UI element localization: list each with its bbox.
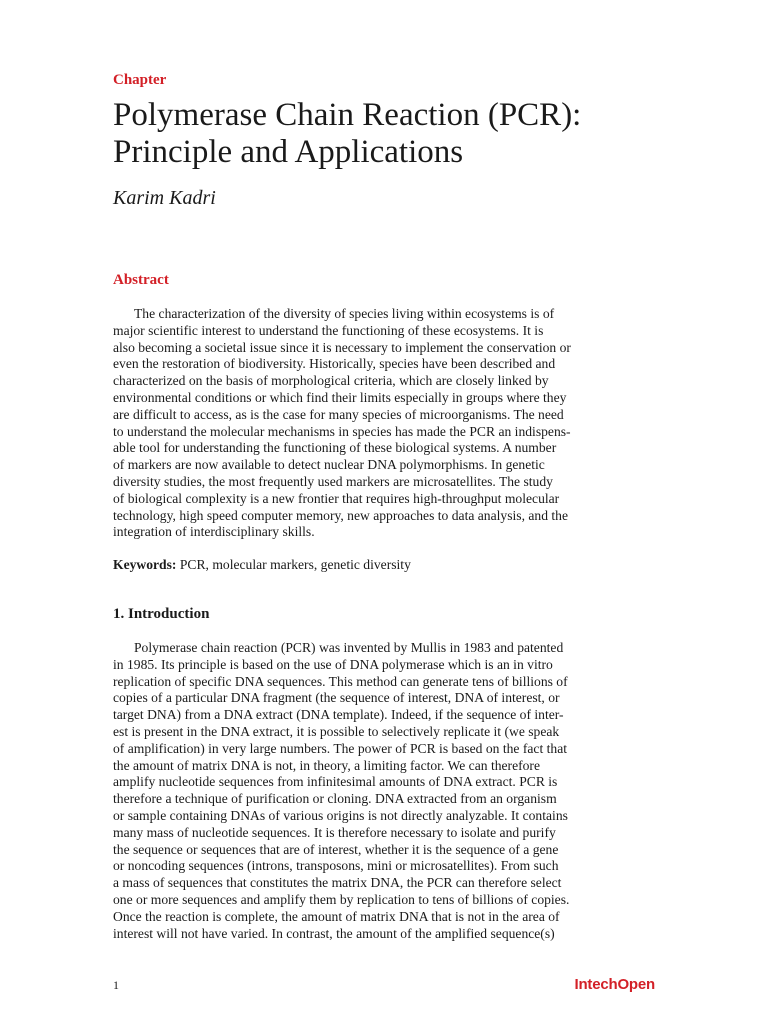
text-line: able tool for understanding the functioning of these biological systems. A number [113, 440, 557, 456]
text-line: of amplification) in very large numbers. The power of PCR is based on the fact that [113, 740, 568, 756]
chapter-label: Chapter [113, 72, 167, 88]
text-line: to understand the molecular mechanisms in species has made the PCR an indispens- [113, 423, 571, 439]
text-line: or sample containing DNAs of various origins is not directly analyzable. It contains [113, 807, 568, 823]
page-title [113, 97, 673, 171]
text-line: Once the reaction is complete, the amount of matrix DNA that is not in the area of [113, 908, 560, 924]
text-line: in 1985. Its principle is based on the use of DNA polymerase which is an in vitro [113, 656, 553, 672]
text-line: technology, high speed computer memory, new approaches to data analysis, and the [113, 507, 568, 523]
text-line: interest will not have varied. In contrast, the amount of the amplified sequence(s) [113, 925, 555, 941]
text-line: the sequence or sequences that are of interest, whether it is the sequence of a gene [113, 841, 559, 857]
text-line: est is present in the DNA extract, it is possible to selectively replicate it (we speak [113, 723, 560, 739]
paper-page [113, 0, 655, 1024]
introduction-paragraph [113, 640, 655, 942]
text-line: are difficult to access, as is the case for many species of microorganisms. The need [113, 406, 564, 422]
text-line: environmental conditions or which find their limits especially in groups where they [113, 389, 567, 405]
text-line: characterized on the basis of morphological criteria, which are closely linked by [113, 373, 549, 389]
author-name: Karim Kadri [113, 187, 216, 209]
text-line: or noncoding sequences (introns, transposons, mini or microsatellites). From such [113, 858, 559, 874]
text-line: target DNA) from a DNA extract (DNA template). Indeed, if the sequence of inter- [113, 707, 564, 723]
text-line: amplify nucleotide sequences from infinitesimal amounts of DNA extract. PCR is [113, 774, 558, 790]
text-line: many mass of nucleotide sequences. It is therefore necessary to isolate and purify [113, 824, 556, 840]
text-line: replication of specific DNA sequences. This method can generate tens of billions of [113, 673, 568, 689]
publisher-logo: IntechOpen [574, 976, 655, 993]
text-line: diversity studies, the most frequently used markers are microsatellites. The study [113, 473, 553, 489]
text-line: copies of a particular DNA fragment (the sequence of interest, DNA of interest, or [113, 690, 560, 706]
text-line: Polymerase chain reaction (PCR) was invented by Mullis in 1983 and patented [134, 640, 564, 655]
title-line: Principle and Applications [113, 134, 464, 170]
keywords-text: PCR, molecular markers, genetic diversity [179, 557, 411, 572]
text-line: major scientific interest to understand the functioning of these ecosystems. It is [113, 322, 544, 338]
section-heading-introduction: 1. Introduction [113, 606, 210, 622]
text-line: of markers are now available to detect nuclear DNA polymorphisms. In genetic [113, 457, 545, 473]
text-line: a mass of sequences that constitutes the matrix DNA, the PCR can therefore select [113, 875, 562, 891]
text-line: the amount of matrix DNA is not, in theory, a limiting factor. We can therefore [113, 757, 540, 773]
text-line: one or more sequences and amplify them by replication to tens of billions of copies. [113, 891, 570, 907]
page-number: 1 [113, 978, 119, 992]
text-line: The characterization of the diversity of species living within ecosystems is of [134, 306, 555, 321]
text-line: also becoming a societal issue since it is necessary to implement the conservation or [113, 339, 571, 355]
abstract-heading: Abstract [113, 272, 169, 288]
keywords [113, 557, 411, 574]
keywords-label: Keywords: [113, 557, 177, 572]
text-line: of biological complexity is a new frontier that requires high-throughput molecular [113, 490, 560, 506]
title-line: Polymerase Chain Reaction (PCR): [113, 97, 582, 133]
abstract-paragraph [113, 306, 655, 541]
text-line: even the restoration of biodiversity. Historically, species have been described and [113, 356, 556, 372]
text-line: therefore a technique of purification or cloning. DNA extracted from an organism [113, 791, 557, 807]
text-line: integration of interdisciplinary skills. [113, 524, 315, 540]
